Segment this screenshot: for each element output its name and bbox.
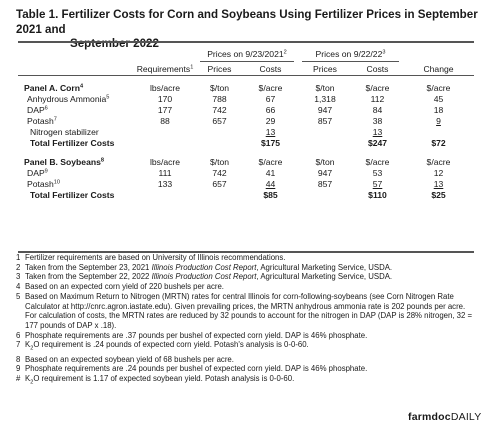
cell-requirement: 133 (157, 179, 173, 189)
row-label: Anhydrous Ammonia$^5$ (27, 94, 110, 104)
col-header-requirements: Requirements$^1$ (134, 62, 196, 76)
cell-requirement: 177 (157, 105, 173, 115)
row-label: DAP$^9$ (27, 168, 48, 178)
row-label: Potash$^7$ (27, 116, 57, 126)
col-header-prices-2022: Prices (298, 62, 352, 76)
row-label: DAP$^6$ (27, 105, 48, 115)
total-cost-2021: $175 (260, 138, 281, 148)
cell-price-2022: 857 (317, 179, 333, 189)
cell-price-2022: 947 (317, 168, 333, 178)
farmdoc-daily-logo: farmdocDAILY (408, 411, 482, 423)
panel-a-header-row (18, 83, 474, 94)
header-row (18, 62, 474, 76)
header-group-2022: Prices on $9/22/22^3$ (298, 49, 403, 62)
footnote: 1 Fertilizer requirements are based on University of Illinois recommendations. (16, 253, 286, 262)
total-change: $25 (431, 190, 446, 200)
cell-cost-2022: 84 (372, 105, 383, 115)
total-change: $72 (431, 138, 446, 148)
cell-requirement: 88 (160, 116, 170, 126)
table-row (18, 168, 474, 179)
cell-cost-2022: 112 (370, 94, 385, 104)
cell-change: 9 (436, 116, 441, 126)
cell-change: 45 (433, 94, 444, 104)
footnote: 2 Taken from the September 23, 2021 Illinois Production Cost Report, Agricultural Marketing Service, USDA. (16, 262, 393, 272)
table-row (18, 94, 474, 105)
cell-cost-2021: 13 (265, 127, 276, 137)
footnote: 7 $K_2O$ requirement is .24 pounds of expected corn yield. Potash's analysis is 0-0-60. (16, 340, 309, 352)
footnote: # $K_2O$ requirement is 1.17 of expected soybean yield. Potash analysis is 0-0-60. (16, 373, 295, 386)
footnote: 6 Phosphate requirements are .37 pounds per bushel of expected corn yield. DAP is 46% phosphate. (16, 330, 368, 340)
header-group-row (18, 49, 474, 62)
panel-b-header-row (18, 157, 474, 168)
title-line-1: Table 1. Fertilizer Costs for Corn and Soybeans Using Fertilizer Prices in September 2021 and (16, 8, 478, 36)
cell-change: 12 (433, 168, 444, 178)
cell-cost-2022: 57 (372, 179, 383, 189)
footnote: 3 Taken from the September 22, 2022 Illinois Production Cost Report, Agricultural Marketing Service, USDA. (16, 272, 393, 282)
cell-price-2021: 657 (212, 179, 227, 189)
cell-cost-2021: 44 (265, 179, 276, 189)
unit-cell: $/ton (209, 157, 230, 167)
cell-cost-2021: 67 (265, 94, 276, 104)
cell-cost-2021: 66 (265, 105, 276, 115)
row-label: Potash$^{10}$ (27, 179, 60, 189)
total-row (18, 190, 474, 201)
cell-cost-2022: 13 (372, 127, 383, 137)
footnotes (16, 253, 478, 388)
footnote: 9 Phosphate requirements are .24 pounds per bushel of expected corn yield. DAP is 46% phosphate. (16, 364, 368, 374)
col-header-prices-2021: Prices (196, 62, 243, 76)
total-label: Total Fertilizer Costs (30, 138, 115, 148)
unit-cell: lbs/acre (149, 83, 181, 93)
cell-change: 13 (433, 179, 444, 189)
footnote: 5 Based on Maximum Return to Nitrogen (MRTN) rates for central Illinois for corn-following-soybeans (see Corn Nitrogen Rate Calculator at http://cnrc.agron.iastate.edu). Given prevailing prices, the MRTN anhydrous ammonia rate is 202 pounds per acre. For calculation of costs, the MRTN rates are reduced by 32 pounds to account for the nitrogen in DAP (DAP is 28% nitrogen, 32 = 177 pounds of DAP x .18). (16, 291, 473, 330)
table-row (18, 179, 474, 190)
col-header-costs-2022: Costs (352, 62, 403, 76)
table-row (18, 127, 474, 138)
cell-price-2021: 788 (212, 94, 227, 104)
table-row (18, 105, 474, 116)
unit-cell: lbs/acre (149, 157, 181, 167)
row-label: Nitrogen stabilizer (30, 127, 99, 137)
unit-cell: $/ton (209, 83, 230, 93)
cell-price-2021: 742 (212, 168, 227, 178)
header-group-2021: Prices on 9/23/2021$^2$ (196, 49, 298, 62)
total-cost-2022: $247 (367, 138, 388, 148)
cell-change: 18 (433, 105, 444, 115)
cell-price-2022 (298, 127, 352, 138)
col-header-costs-2021: Costs (243, 62, 298, 76)
cell-requirement: 170 (157, 94, 173, 104)
panel-a-label: Panel A. Corn$^4$ (24, 83, 84, 93)
unit-cell: $/ton (315, 157, 335, 167)
unit-cell: $/acre (426, 83, 451, 93)
cell-price-2022: 947 (317, 105, 333, 115)
unit-cell: $/acre (258, 157, 283, 167)
cell-price-2021: 657 (212, 116, 227, 126)
unit-cell: $/acre (258, 83, 283, 93)
cell-price-2022: 857 (317, 116, 333, 126)
cell-price-2021 (196, 127, 243, 138)
cell-cost-2021: 41 (265, 168, 276, 178)
total-cost-2021: $85 (263, 190, 278, 200)
unit-cell: $/acre (426, 157, 451, 167)
footnote: 8 Based on an expected soybean yield of 68 bushels per acre. (16, 354, 234, 364)
unit-cell: $/acre (365, 157, 390, 167)
cell-change (403, 127, 474, 138)
footnote: 4 Based on an expected corn yield of 220 bushels per acre. (16, 282, 224, 292)
cell-price-2022: 1,318 (314, 94, 336, 104)
cell-cost-2022: 53 (372, 168, 383, 178)
total-cost-2022: $110 (368, 190, 387, 200)
col-header-change: Change (403, 62, 474, 76)
fertilizer-cost-table (18, 41, 474, 253)
cell-cost-2021: 29 (265, 116, 276, 126)
table-row (18, 116, 474, 127)
title-line-2: September 2022 (70, 37, 159, 50)
total-label: Total Fertilizer Costs (30, 190, 115, 200)
cell-price-2021: 742 (212, 105, 227, 115)
unit-cell: $/ton (315, 83, 335, 93)
cell-requirement (134, 127, 196, 138)
cell-requirement: 111 (158, 168, 172, 178)
total-row (18, 138, 474, 149)
unit-cell: $/acre (365, 83, 390, 93)
panel-b-label: Panel B. Soybeans$^8$ (24, 157, 105, 167)
cell-cost-2022: 38 (372, 116, 383, 126)
